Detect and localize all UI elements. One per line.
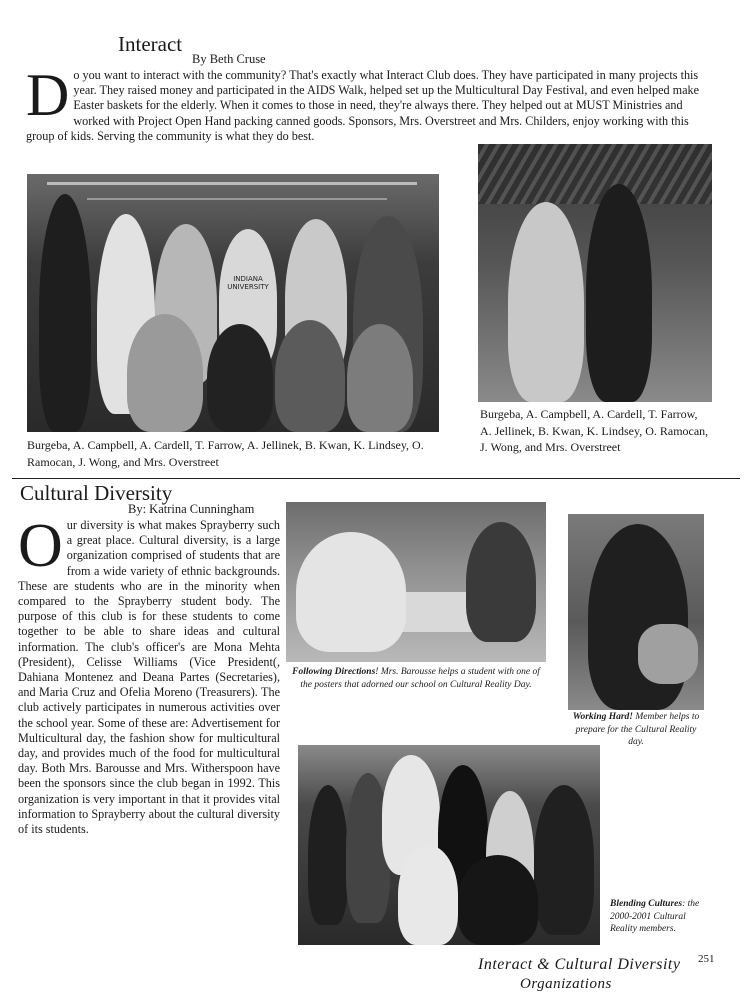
blending-cultures-photo xyxy=(298,745,600,945)
caption2-text: Member helps to prepare for the Cultural Reality day. xyxy=(575,712,700,747)
working-hard-photo xyxy=(568,514,704,710)
caption1-bold: Following Directions xyxy=(292,667,376,677)
caption1-text: ! Mrs. Barousse helps a student with one of the posters that adorned our school on Cultural Reality Day. xyxy=(300,667,540,690)
interact-dropcap: D xyxy=(26,62,70,128)
interact-byline: By Beth Cruse xyxy=(192,52,266,66)
interact-body: o you want to interact with the community? That's exactly what Interact Club does. They have participated in many projects this year. They raised money and participated in the AIDS Walk, helped set up the Multicultural Day Festival, and even helped make Easter baskets for the elderly. When it comes to those in need, they're always there. They helped out at MUST Ministries and worked with Project Open Hand packing canned goods. Sponsors, Mrs. Overstreet and Mrs. Childers, enjoy working with this group of kids. Serving the community is what they do best. xyxy=(26,68,700,143)
interact-caption-left: Burgeba, A. Campbell, A. Cardell, T. Farrow, A. Jellinek, B. Kwan, K. Lindsey, O. Ramocan, J. Wong, and Mrs. Overstreet xyxy=(27,438,424,469)
interact-article xyxy=(26,62,712,144)
cultural-byline: By: Katrina Cunningham xyxy=(128,502,255,516)
section-divider xyxy=(12,478,740,479)
interact-pair-photo xyxy=(478,144,712,402)
cultural-dropcap: O xyxy=(18,512,63,580)
interact-title: Interact xyxy=(118,32,183,56)
shirt-text: INDIANA UNIVERSITY xyxy=(227,275,269,291)
interact-group-photo xyxy=(27,174,439,432)
caption3-text: : the 2000-2001 Cultural Reality members. xyxy=(610,899,700,934)
cultural-body: ur diversity is what makes Sprayberry such a great place. Cultural diversity, is a large organization comprised of students that are from a wide variety of ethnic backgrounds. These are students who are in the minority when compared to the Sprayberry student body. The purpose of this club is for these students to come together to be able to share ideas and cultural information. The club's officer's are Mona Mehta (President), Celisse Williams (Vice President(, Dahiana Montenez and Deana Partes (Secretaries), and Maria Cruz and Ofelia Moreno (Treasurers). The club actively participates in numerous activities over the school year. Some of these are: Advertisement for Multicultural day, the fashion show for multicultural day, and provides much of the food for multicultural day. Both Mrs. Barousse and Mrs. Witherspoon have been the sponsors since the club began in 1992. This organization is very important in that it provides vital information to Sprayberry about the cultural diversity of its students. xyxy=(18,518,280,837)
page-number: 251 xyxy=(698,953,715,965)
blending-cultures-caption xyxy=(610,898,702,936)
cultural-title: Cultural Diversity xyxy=(20,481,173,505)
interact-caption-right: Burgeba, A. Campbell, A. Cardell, T. Farrow, A. Jellinek, B. Kwan, K. Lindsey, O. Ramocan, J. Wong, and Mrs. Overstreet xyxy=(480,407,709,454)
following-directions-caption xyxy=(288,666,544,691)
working-hard-caption xyxy=(568,711,704,749)
caption3-bold: Blending Cultures xyxy=(610,899,683,909)
following-directions-photo xyxy=(286,502,546,662)
cultural-article xyxy=(18,512,280,837)
footer-category: Organizations xyxy=(520,976,612,992)
footer-section-name: Interact & Cultural Diversity xyxy=(478,956,681,973)
caption2-bold: Working Hard! xyxy=(572,712,634,722)
